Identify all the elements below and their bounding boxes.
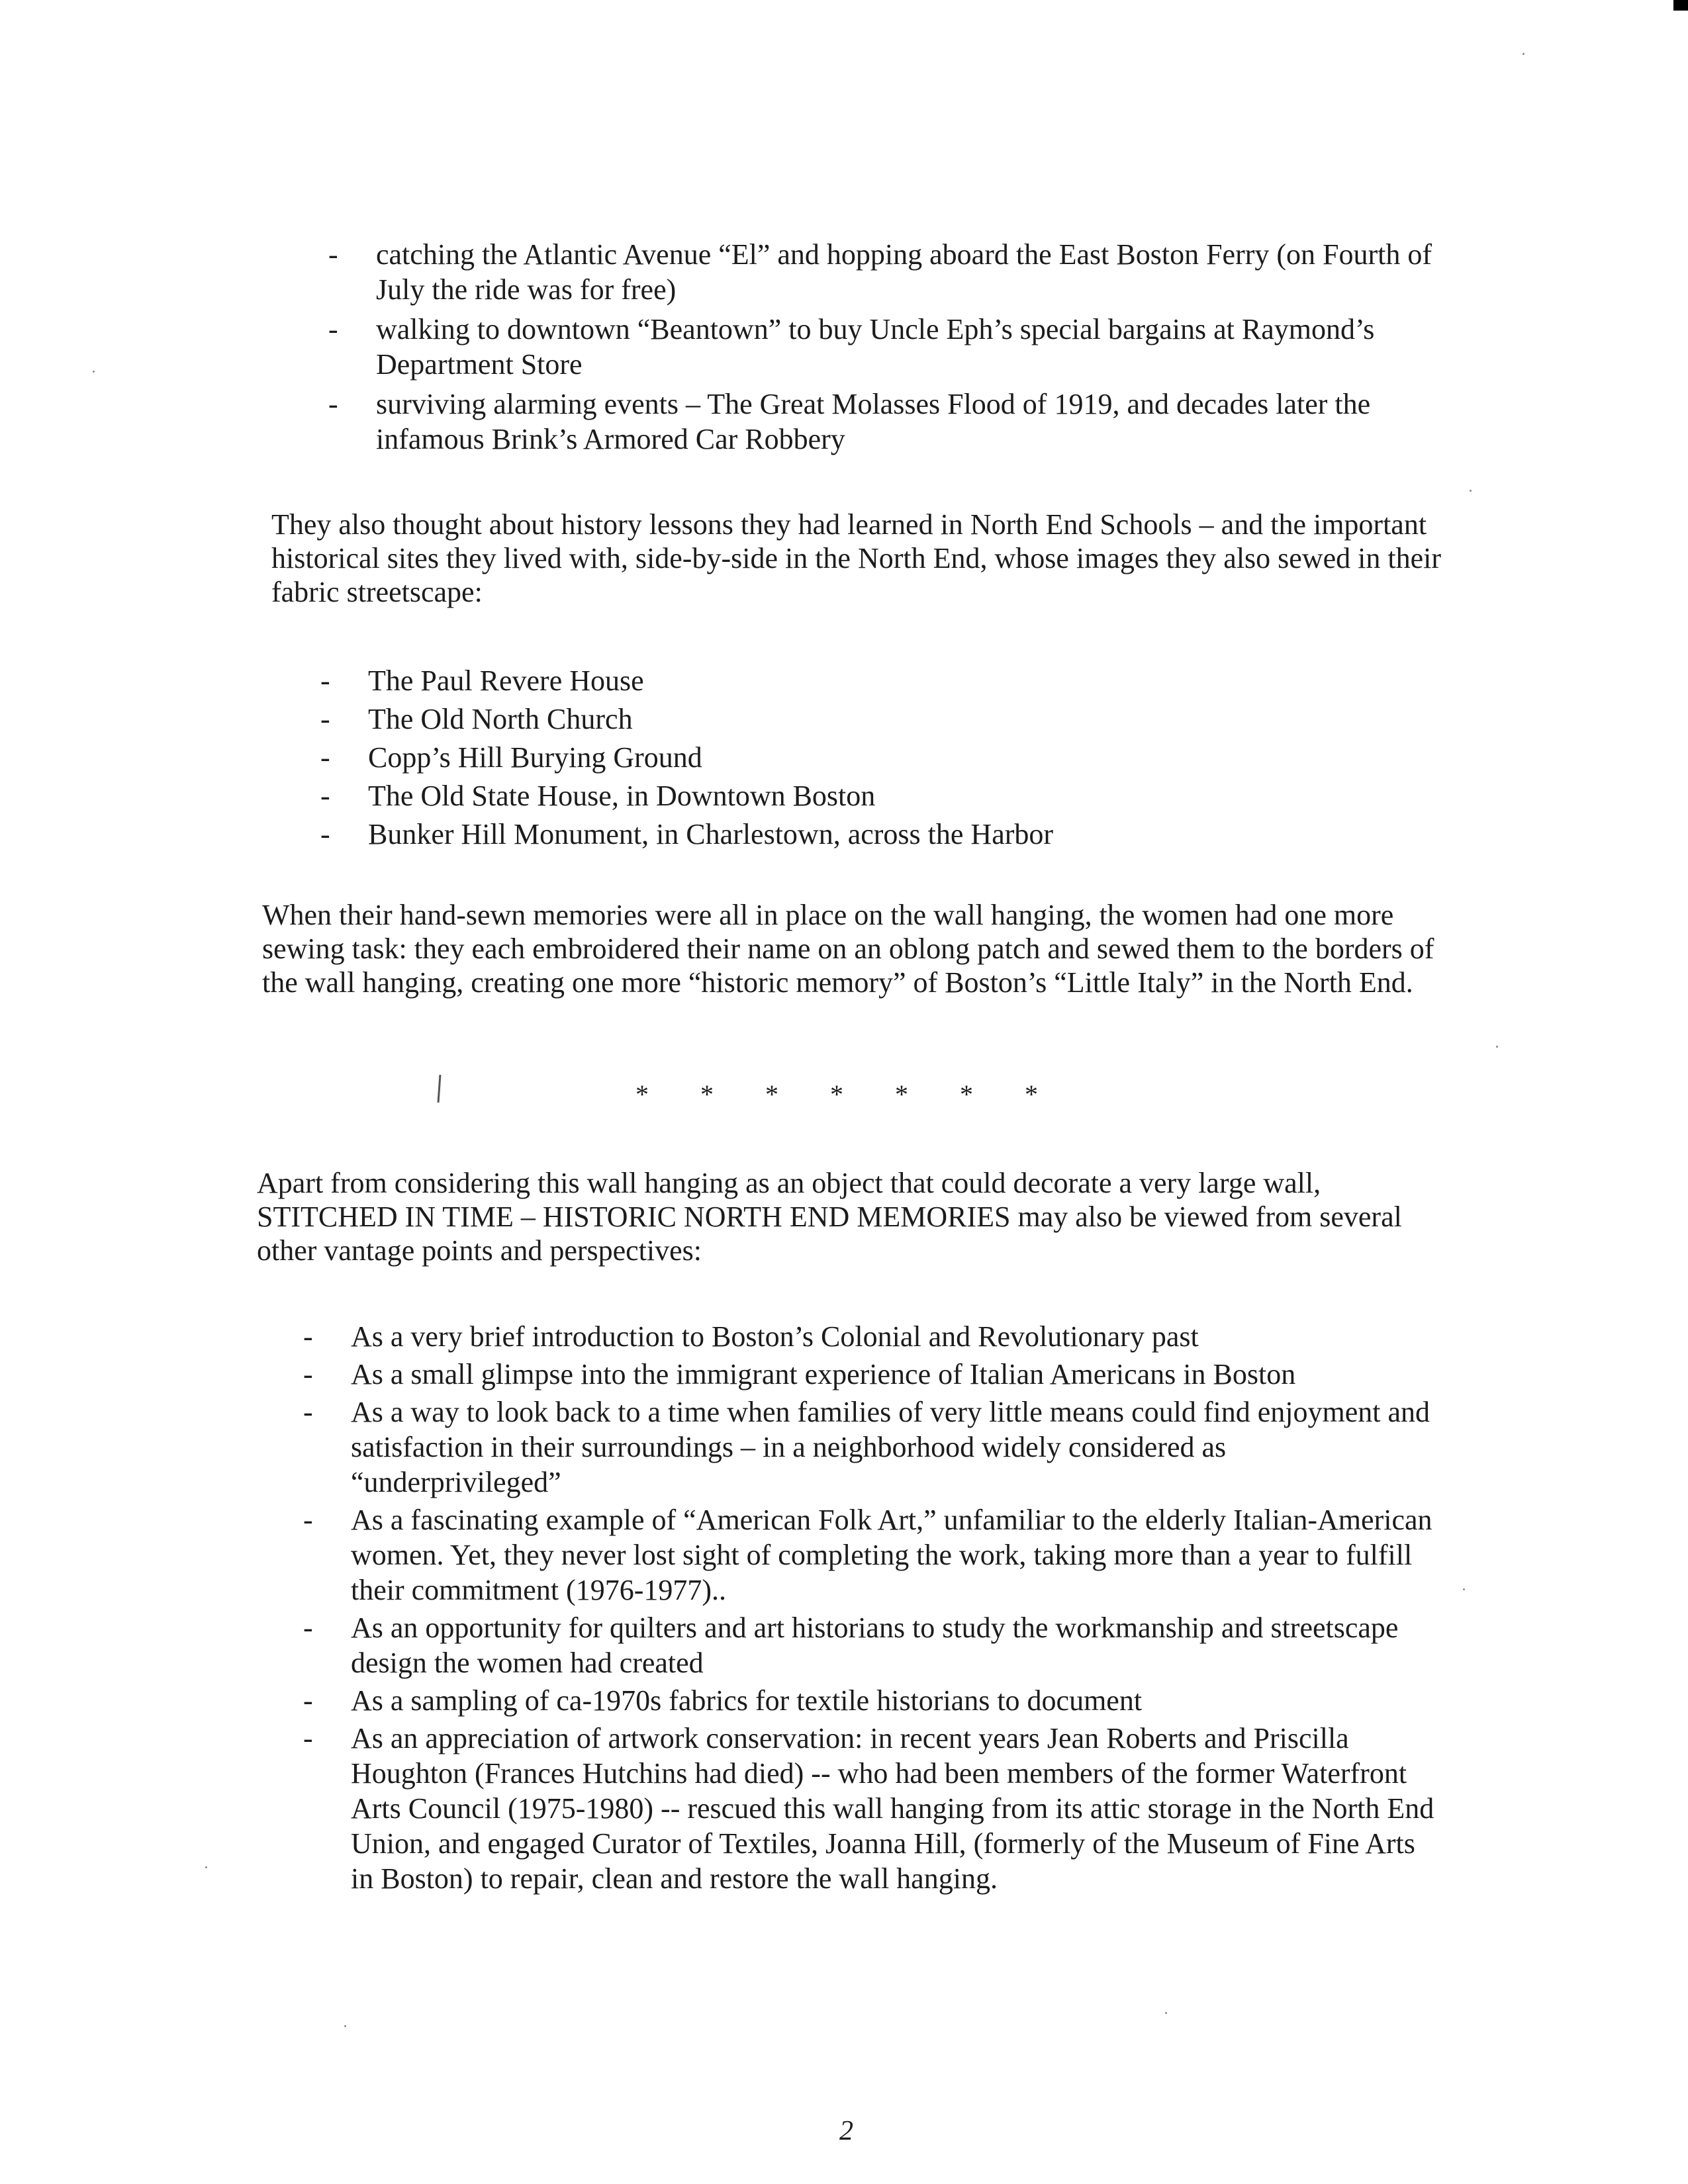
scan-speck <box>1496 1046 1498 1048</box>
list-marker: - <box>328 313 338 345</box>
scan-speck <box>344 2025 346 2027</box>
list-item-text: As a way to look back to a time when families of very little means could find enjoyment and satisfaction in their surroundings – in a neighborhood widely considered as “underprivileged” <box>351 1396 1430 1498</box>
list-item <box>320 700 1361 739</box>
perspectives-list <box>303 1319 1436 1896</box>
list-marker: - <box>320 741 330 774</box>
list-marker: - <box>303 1358 313 1390</box>
page-number: 2 <box>839 2116 853 2146</box>
history-paragraph: They also thought about history lessons they had learned in North End Schools – and the important historical sites they lived with, side-by-side in the North End, whose images they also sewed in their fabric streetscape: <box>271 508 1441 608</box>
list-item <box>303 1319 1436 1354</box>
list-marker: - <box>303 1612 313 1644</box>
scan-speck <box>1463 1588 1465 1590</box>
section-separator: * * * * * * * <box>635 1079 1060 1109</box>
list-item-text: As an appreciation of artwork conservation: in recent years Jean Roberts and Priscilla Houghton (Frances Hutchins had died) -- who had been members of the former Waterfront Arts Council (1975-1980) -- rescued this wall hanging from its attic storage in the North End Union, and engaged Curator of Textiles, Joanna Hill, (formerly of the Museum of Fine Arts in Boston) to repair, clean and restore the wall hanging. <box>351 1722 1434 1895</box>
scan-speck <box>93 371 95 373</box>
list-item-text: The Old North Church <box>368 703 633 735</box>
list-item-text: As a sampling of ca-1970s fabrics for textile historians to document <box>351 1684 1143 1717</box>
list-item-text: walking to downtown “Beantown” to buy Uncle Eph’s special bargains at Raymond’s Department Store <box>376 313 1375 381</box>
list-marker: - <box>303 1504 313 1536</box>
list-item-text: The Paul Revere House <box>368 664 644 697</box>
scan-speck <box>205 1866 207 1868</box>
list-marker: - <box>303 1722 313 1754</box>
list-marker: - <box>303 1396 313 1428</box>
list-marker: - <box>320 703 330 735</box>
list-item <box>320 815 1361 854</box>
historic-sites-list <box>320 662 1361 854</box>
activities-list <box>328 237 1462 457</box>
list-item <box>328 237 1462 307</box>
list-item <box>303 1683 1436 1718</box>
list-item-text: Bunker Hill Monument, in Charlestown, across the Harbor <box>368 818 1054 850</box>
list-item <box>303 1721 1436 1896</box>
list-item <box>320 739 1361 777</box>
list-marker: - <box>328 238 338 271</box>
list-item-text: catching the Atlantic Avenue “El” and hopping aboard the East Boston Ferry (on Fourth of July the ride was for free) <box>376 238 1432 306</box>
list-item <box>320 662 1361 700</box>
list-item-text: As a small glimpse into the immigrant experience of Italian Americans in Boston <box>351 1358 1296 1390</box>
list-marker: - <box>303 1684 313 1717</box>
list-item <box>303 1610 1436 1680</box>
list-marker: - <box>320 780 330 812</box>
pen-mark <box>438 1075 442 1103</box>
list-item-text: As a fascinating example of “American Folk Art,” unfamiliar to the elderly Italian-American women. Yet, they never lost sight of completing the work, taking more than a year to fulfill their commitment (1976-1977).. <box>351 1504 1432 1606</box>
scan-corner-mark <box>1673 0 1688 11</box>
scan-speck <box>1523 53 1524 55</box>
list-marker: - <box>320 664 330 697</box>
list-marker: - <box>328 388 338 420</box>
list-item-text: Copp’s Hill Burying Ground <box>368 741 702 774</box>
list-item-text: The Old State House, in Downtown Boston <box>368 780 876 812</box>
scan-speck <box>1470 490 1472 492</box>
list-item <box>303 1394 1436 1500</box>
list-marker: - <box>320 818 330 850</box>
list-item <box>328 387 1462 457</box>
list-item <box>303 1502 1436 1608</box>
list-marker: - <box>303 1320 313 1353</box>
list-item <box>320 777 1361 815</box>
list-item <box>328 312 1462 382</box>
list-item <box>303 1357 1436 1392</box>
sewn-memories-paragraph: When their hand-sewn memories were all in place on the wall hanging, the women had one more sewing task: they each embroidered their name on an oblong patch and sewed them to the borders of the wall hanging, creating one more “historic memory” of Boston’s “Little Italy” in the North End. <box>262 899 1434 999</box>
perspectives-intro-paragraph: Apart from considering this wall hanging as an object that could decorate a very large wall, STITCHED IN TIME – HISTORIC NORTH END MEMORIES may also be viewed from several other vantage points and perspectives: <box>257 1167 1402 1267</box>
list-item-text: As a very brief introduction to Boston’s Colonial and Revolutionary past <box>351 1320 1199 1353</box>
scan-speck <box>1165 2012 1167 2014</box>
list-item-text: surviving alarming events – The Great Molasses Flood of 1919, and decades later the infamous Brink’s Armored Car Robbery <box>376 388 1371 455</box>
list-item-text: As an opportunity for quilters and art historians to study the workmanship and streetscape design the women had created <box>351 1612 1399 1679</box>
